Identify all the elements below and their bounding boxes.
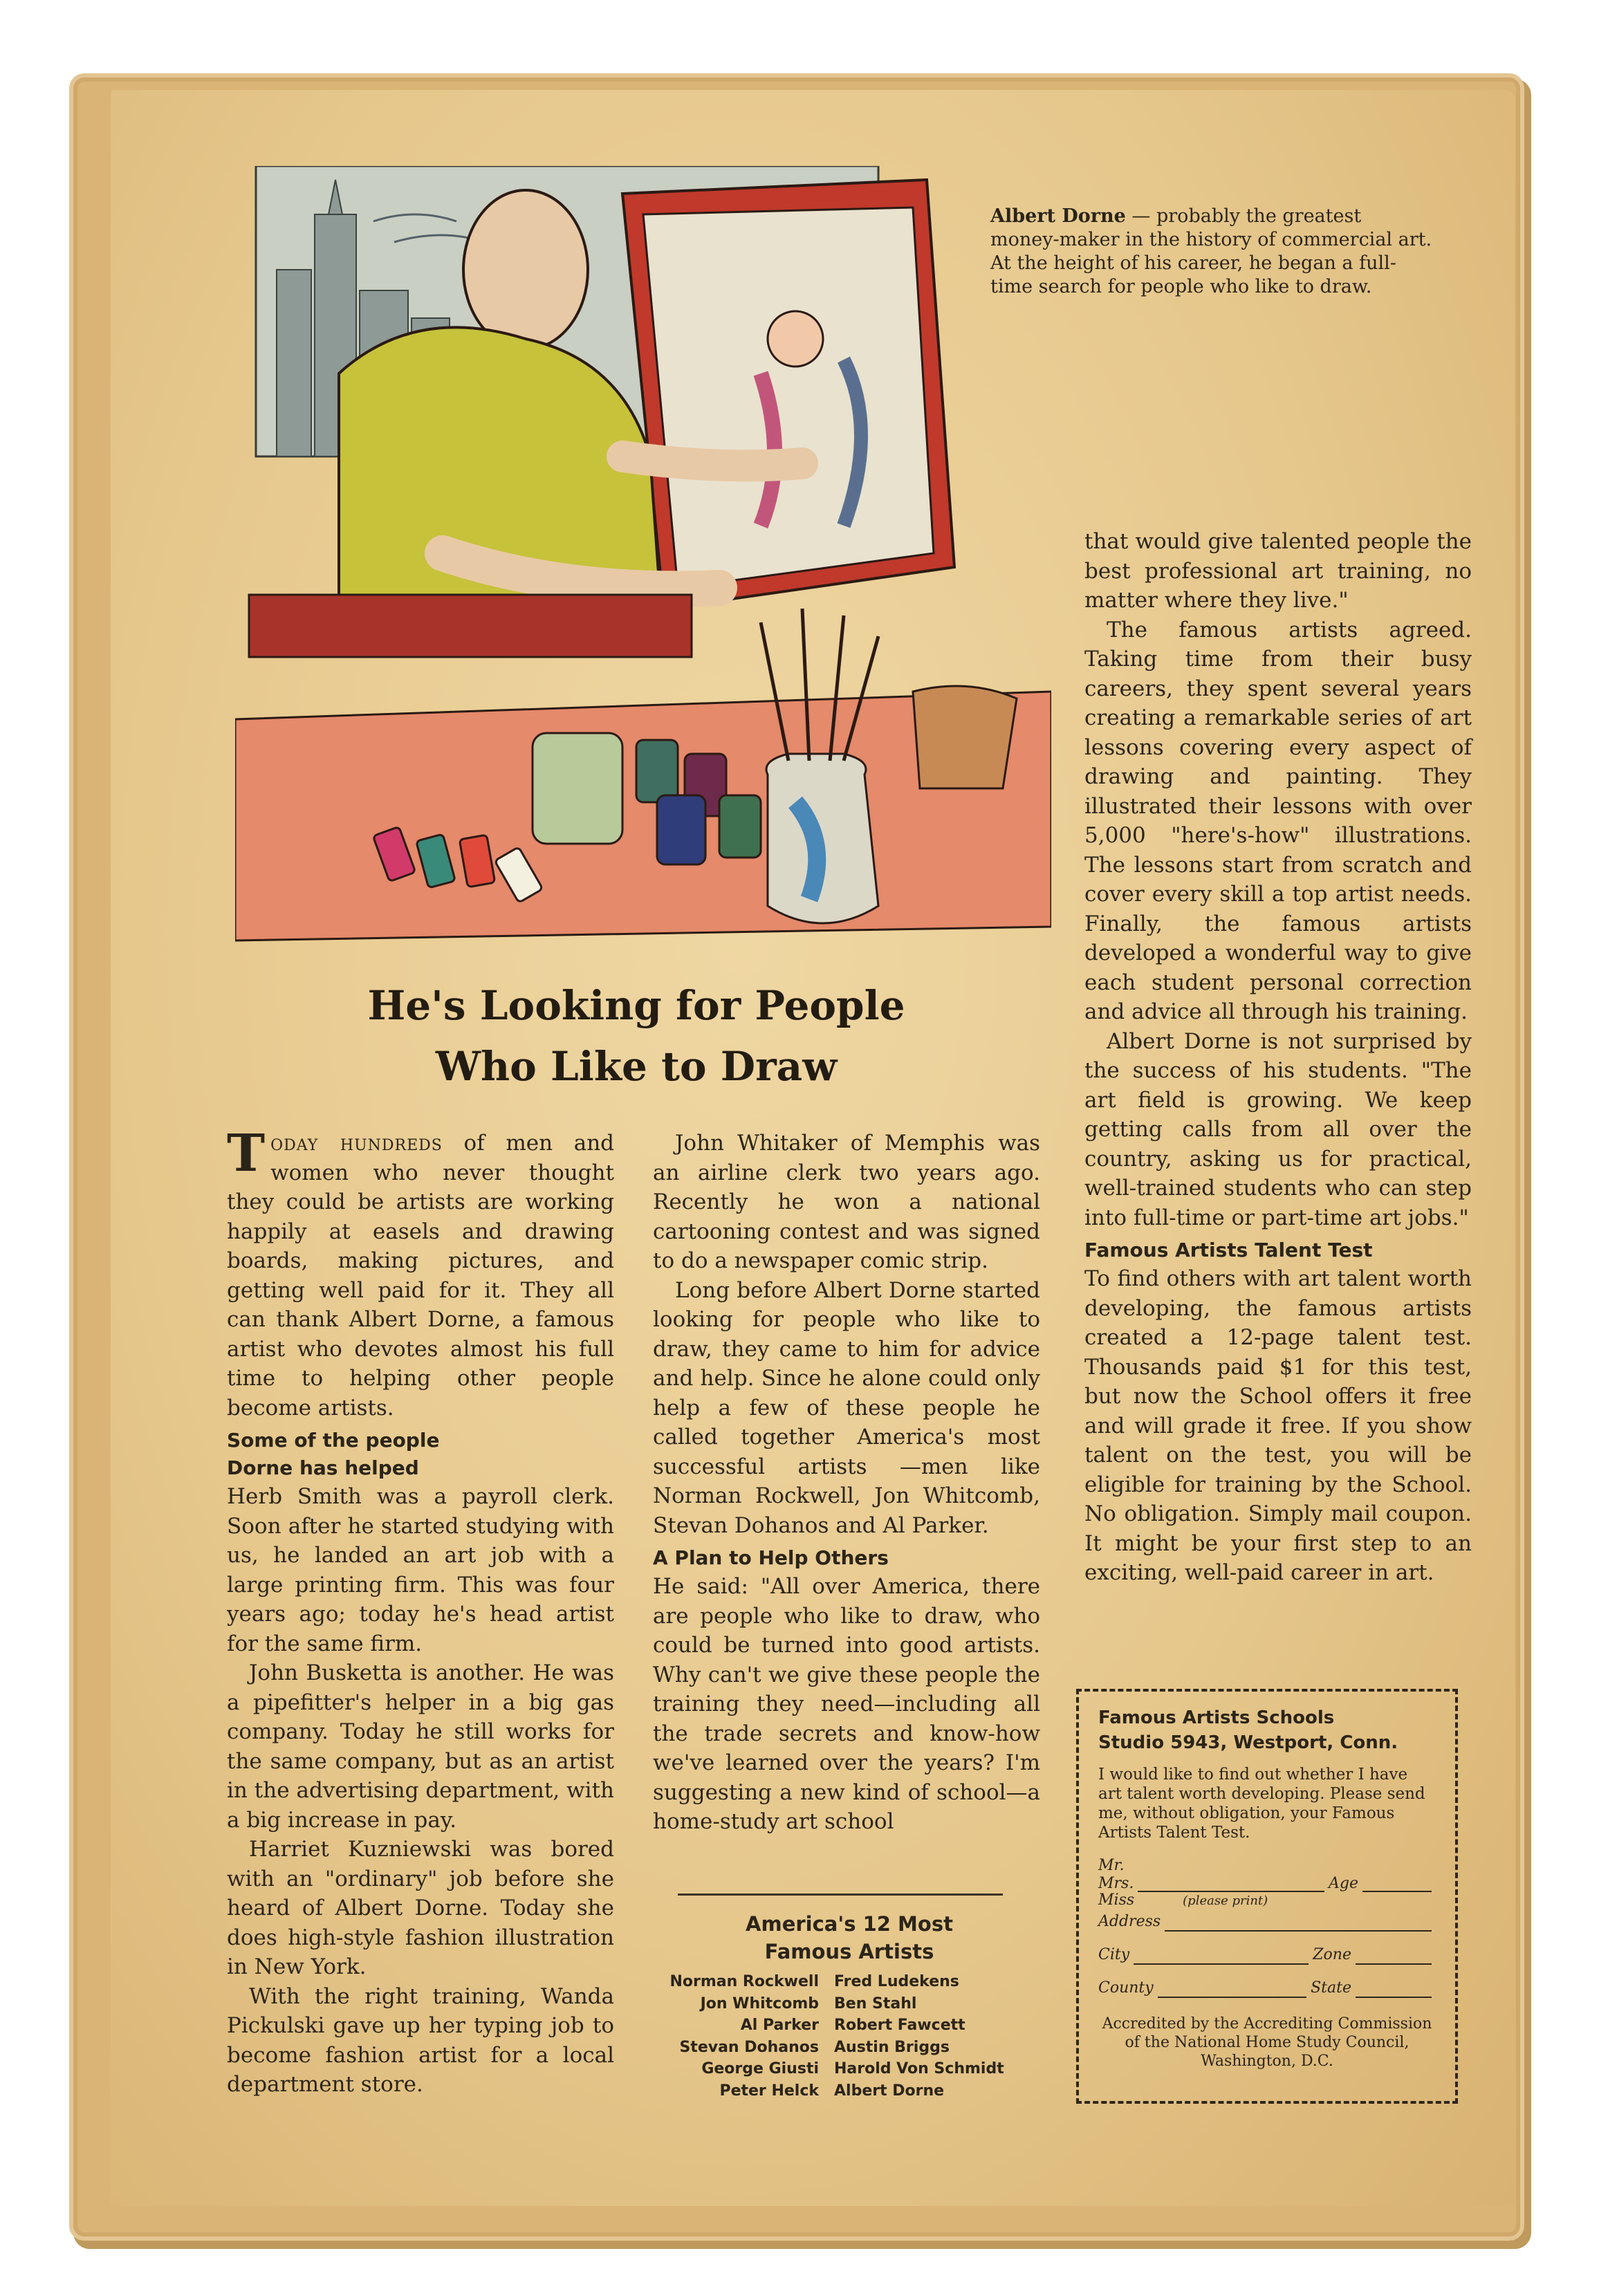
article-column-2 bbox=[653, 1129, 1040, 1837]
paragraph: Long before Albert Dorne started looking for people who like to draw, they came to him for advice and help. Since he alone could only help a few of these people he called together America's most successful artists —men like Norman Rockwell, Jon Whitcomb, Stevan Dohanos and Al Parker. bbox=[653, 1277, 1040, 1538]
artist-name: Peter Helck bbox=[719, 2082, 819, 2100]
paragraph: Albert Dorne is not surprised by the success of his students. "The art field is growing. We keep getting calls from all over the country, asking us for practical, well-trained students who can step into full-time or part-time art jobs." bbox=[1084, 1028, 1472, 1230]
albert-dorne-illustration bbox=[235, 166, 1051, 961]
artists-title-line-2: Famous Artists bbox=[764, 1940, 934, 1963]
artists-title-line-1: America's 12 Most bbox=[746, 1912, 953, 1936]
artist-name: Stevan Dohanos bbox=[679, 2038, 819, 2056]
age-line[interactable] bbox=[1362, 1874, 1432, 1892]
famous-artists-list bbox=[642, 1910, 1057, 2102]
artist-name: Jon Whitcomb bbox=[700, 1994, 819, 2012]
coupon-intro: I would like to find out whether I have art talent worth developing. Please send me, without obligation, your Famous Artists Talent Test. bbox=[1098, 1766, 1425, 1842]
age-label: Age bbox=[1329, 1875, 1358, 1892]
paragraph: Herb Smith was a payroll clerk. Soon after he started studying with us, he landed an art job with a large printing firm. This was four years ago; today he's head artist for the same firm. bbox=[227, 1484, 614, 1656]
artists-left-column bbox=[642, 1971, 819, 2102]
artist-name: Harold Von Schmidt bbox=[834, 2060, 1004, 2077]
artist-name: Fred Ludekens bbox=[834, 1973, 959, 1990]
salutation-options bbox=[1098, 1858, 1436, 1909]
county-state-field[interactable] bbox=[1098, 1979, 1436, 1998]
paragraph-text: of men and women who never thought they could be artists are working happily at easels and drawing boards, making pictures, and getting well paid for it. They all can thank Albert Dorne, a famous artist who devotes almost his full time to helping other people become artists. bbox=[227, 1131, 615, 1420]
paragraph: Harriet Kuzniewski was bored with an "ordinary" job before she heard of Albert Dorne. Today she does high-style fashion illustration in New York. bbox=[227, 1837, 614, 1979]
paragraph: John Busketta is another. He was a pipefitter's helper in a big gas company. Today he still works for the same company, but as an artist in the advertising department, with a big increase in pay. bbox=[227, 1660, 614, 1833]
caption-name: Albert Dorne bbox=[990, 205, 1126, 227]
artist-name: George Giusti bbox=[701, 2060, 819, 2077]
zone-label: Zone bbox=[1313, 1946, 1351, 1963]
county-line[interactable] bbox=[1158, 1980, 1306, 1998]
article-column-3 bbox=[1084, 527, 1472, 1588]
salutation-miss: Miss bbox=[1098, 1891, 1135, 1909]
address-line[interactable] bbox=[1165, 1914, 1432, 1932]
address-label: Address bbox=[1098, 1913, 1161, 1930]
paragraph: He said: "All over America, there are people who like to draw, who could be turned into good artists. Why can't we give these people the training they need—including all the trade secrets and know-how we've learned over the years? I'm suggesting a new kind of school—a home-study art school bbox=[653, 1574, 1040, 1834]
headline-line-2: Who Like to Draw bbox=[435, 1043, 838, 1090]
headline bbox=[228, 975, 1044, 1097]
article-column-1 bbox=[227, 1124, 615, 2100]
lead-smallcaps: oday hundreds bbox=[270, 1131, 443, 1156]
name-age-field[interactable] bbox=[1098, 1874, 1436, 1892]
school-address: Studio 5943, Westport, Conn. bbox=[1098, 1732, 1398, 1753]
address-field[interactable] bbox=[1098, 1912, 1436, 1932]
mail-coupon[interactable] bbox=[1076, 1689, 1458, 2104]
city-line[interactable] bbox=[1134, 1947, 1309, 1965]
name-line[interactable] bbox=[1138, 1874, 1324, 1892]
illustration-caption bbox=[990, 205, 1433, 299]
city-zone-field[interactable] bbox=[1098, 1945, 1436, 1965]
headline-line-1: He's Looking for People bbox=[367, 982, 905, 1029]
school-name: Famous Artists Schools bbox=[1098, 1707, 1335, 1728]
subhead-plan: A Plan to Help Others bbox=[653, 1546, 889, 1569]
paragraph: With the right training, Wanda Pickulski gave up her typing job to become fashion artist for a local department store. bbox=[227, 1983, 614, 2097]
salutation-mr: Mr. bbox=[1098, 1857, 1125, 1874]
divider bbox=[678, 1894, 1003, 1896]
zone-line[interactable] bbox=[1356, 1947, 1432, 1965]
state-label: State bbox=[1311, 1979, 1351, 1997]
dropcap: T bbox=[227, 1124, 266, 1183]
subhead-line-1: Some of the people bbox=[227, 1429, 440, 1452]
artist-name: Al Parker bbox=[740, 2017, 819, 2034]
paragraph: that would give talented people the best professional art training, no matter where they live." bbox=[1084, 529, 1472, 613]
subhead-talent-test: Famous Artists Talent Test bbox=[1084, 1239, 1373, 1261]
state-line[interactable] bbox=[1356, 1980, 1432, 1998]
paragraph bbox=[227, 1124, 615, 1423]
artists-title bbox=[642, 1910, 1057, 1965]
paragraph: To find others with art talent worth developing, the famous artists created a 12-page talent test. Thousands paid $1 for this test, but now the School offers it free and will grade it free. If you show talent on the test, you will be eligible for training by the School. No obligation. Simply mail coupon. It might be your first step to an exciting, well-paid career in art. bbox=[1084, 1266, 1472, 1585]
artist-name: Albert Dorne bbox=[834, 2082, 945, 2100]
artist-name: Norman Rockwell bbox=[669, 1973, 819, 1990]
artist-name: Austin Briggs bbox=[834, 2038, 950, 2056]
city-label: City bbox=[1098, 1946, 1130, 1963]
county-label: County bbox=[1098, 1979, 1154, 1997]
artist-name: Robert Fawcett bbox=[834, 2017, 965, 2034]
coupon-school bbox=[1098, 1705, 1436, 1755]
subhead-people-helped bbox=[227, 1427, 614, 1482]
subhead-line-2: Dorne has helped bbox=[227, 1456, 419, 1479]
artist-name: Ben Stahl bbox=[834, 1994, 917, 2012]
artists-right-column bbox=[834, 1971, 1042, 2102]
salutation-mrs: Mrs. bbox=[1098, 1875, 1134, 1892]
caption-text: — probably the greatest money-maker in the history of commercial art. At the height of his career, he began a full-time search for people who like to draw. bbox=[990, 205, 1432, 297]
accreditation-note: Accredited by the Accrediting Commission of the National Home Study Council, Washington, D.C. bbox=[1102, 2015, 1432, 2070]
please-print-note: (please print) bbox=[1183, 1894, 1268, 1908]
paragraph: The famous artists agreed. Taking time from their busy careers, they spent several years creating a remarkable series of art lessons covering every aspect of drawing and painting. They illustrated their lessons with over 5,000 "here's-how" illustrations. The lessons start from scratch and cover every skill a top artist needs. Finally, the famous artists developed a wonderful way to give each student personal correction and advice all through his training. bbox=[1084, 617, 1472, 1024]
paragraph: John Whitaker of Memphis was an airline clerk two years ago. Recently he won a national cartooning contest and was signed to do a newspaper comic strip. bbox=[653, 1131, 1040, 1273]
artists-grid bbox=[642, 1971, 1057, 2102]
